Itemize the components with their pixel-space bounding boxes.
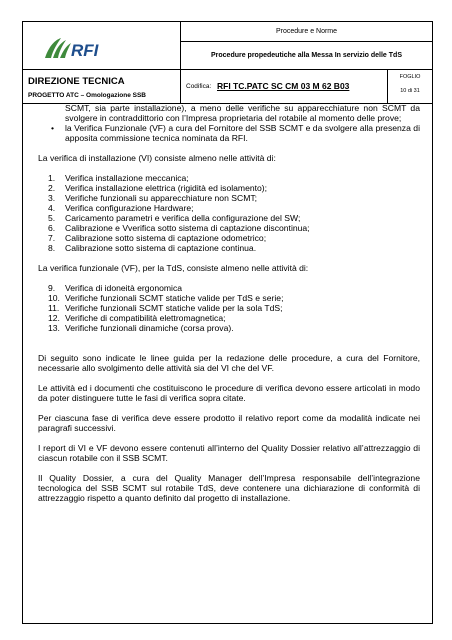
list-item-text: Calibrazione e Vverifica sotto sistema di captazione discontinua;: [65, 223, 310, 233]
list-item-number: 7.: [48, 233, 56, 243]
list-item: [38, 213, 420, 223]
document-header: [23, 22, 432, 104]
procedure-cell: [181, 22, 432, 70]
direction-cell: [23, 70, 181, 104]
list-item: [38, 283, 420, 293]
code-value: RFI TC.PATC SC CM 03 M 62 B03: [217, 81, 350, 91]
list-item-text: Verifica installazione meccanica;: [65, 173, 189, 183]
vf-list: [38, 283, 420, 333]
list-item-number: 11.: [48, 303, 60, 313]
list-item: [38, 243, 420, 253]
list-item: [38, 183, 420, 193]
vi-list: [38, 173, 420, 253]
sheet-cell: [388, 70, 432, 104]
list-item: [38, 193, 420, 203]
procedure-title: Procedure propedeutiche alla Messa In servizio delle TdS: [210, 52, 402, 59]
sheet-label: FOGLIO: [399, 74, 421, 80]
code-label: Codifica:: [186, 83, 212, 90]
list-item: [38, 323, 420, 333]
list-item-text: Verifiche funzionali su apparecchiature non SCMT;: [65, 193, 258, 203]
list-item-number: 1.: [48, 173, 56, 183]
activities-paragraph: Le attività ed i documenti che costituiscono le procedure di verifica devono essere articolati in modo da poter distinguere tutte le fasi di verifica sopra citate.: [38, 383, 420, 403]
list-item-text: Verifiche di compatibilità elettromagnetica;: [65, 313, 226, 323]
procedure-label: Procedure e Norme: [181, 22, 432, 42]
list-item-text: Verifica configurazione Hardware;: [65, 203, 194, 213]
list-item-number: 6.: [48, 223, 56, 233]
list-item-number: 12.: [48, 313, 60, 323]
list-item: [38, 203, 420, 213]
list-item-number: 8.: [48, 243, 56, 253]
list-item-text: Calibrazione sotto sistema di captazione continua.: [65, 243, 257, 253]
logo-text: RFI: [71, 41, 99, 60]
list-item-text: Calibrazione sotto sistema di captazione odometrico;: [65, 233, 267, 243]
bullet-icon: •: [51, 123, 55, 133]
vi-intro: La verifica di installazione (VI) consiste almeno nelle attività di:: [38, 153, 276, 163]
list-item-number: 3.: [48, 193, 56, 203]
bullet-item: [38, 123, 420, 143]
list-item: [38, 173, 420, 183]
list-item: [38, 293, 420, 303]
rfi-logo: [41, 32, 107, 62]
vf-intro: La verifica funzionale (VF), per la TdS, consiste almeno nelle attività di:: [38, 263, 309, 273]
manager-paragraph: Il Quality Dossier, a cura del Quality Manager dell’Impresa responsabile dell’integrazione tecnologica del SSB SCMT sul rotabile TdS, deve contenere una dichiarazione di conformità di attrezzaggio rispetto a quanto definito dal progetto di installazione.: [38, 473, 420, 503]
list-item-number: 13.: [48, 323, 60, 333]
list-item-text: Verifica installazione elettrica (rigidità ed isolamento);: [65, 183, 268, 193]
bullet-text: la Verifica Funzionale (VF) a cura del Fornitore del SSB SCMT e da svolgere alla presenza di apposita commissione tecnica nominata da RFI.: [65, 123, 420, 143]
direction-title: DIREZIONE TECNICA: [28, 76, 125, 87]
list-item-number: 4.: [48, 203, 56, 213]
document-body: [38, 103, 420, 503]
list-item: [38, 233, 420, 243]
sheet-number: 10 di 31: [400, 88, 420, 94]
report-paragraph: Per ciascuna fase di verifica deve essere prodotto il relativo report come da modalità indicate nei paragrafi successivi.: [38, 413, 420, 433]
list-item-text: Verifiche funzionali SCMT statiche valide per TdS e serie;: [65, 293, 284, 303]
list-item-number: 10.: [48, 293, 60, 303]
continued-paragraph: SCMT, sia parte installazione), a meno delle verifiche su apparecchiature non SCMT da svolgere in contraddittorio con l’Impresa proprietaria del rotabile al momento delle prove;: [65, 103, 420, 123]
list-item-number: 9.: [48, 283, 56, 293]
list-item: [38, 303, 420, 313]
list-item-text: Caricamento parametri e verifica della configurazione del SW;: [65, 213, 301, 223]
list-item: [38, 313, 420, 323]
list-item-text: Verifiche funzionali SCMT statiche valide per la sola TdS;: [65, 303, 283, 313]
list-item-number: 2.: [48, 183, 56, 193]
dossier-paragraph: I report di VI e VF devono essere contenuti all’interno del Quality Dossier relativo all’attrezzaggio di ciascun rotabile con il SSB SCMT.: [38, 443, 420, 463]
logo-cell: [23, 22, 181, 70]
list-item-text: Verifica di idoneità ergonomica: [65, 283, 183, 293]
guidelines-paragraph: Di seguito sono indicate le linee guida per la redazione delle procedure, a cura del Fornitore, necessarie allo svolgimento delle attività sia del VI che del VF.: [38, 353, 420, 373]
project-name: PROGETTO ATC – Omologazione SSB: [28, 92, 146, 99]
list-item-text: Verifiche funzionali dinamiche (corsa prova).: [65, 323, 234, 333]
list-item-number: 5.: [48, 213, 56, 223]
code-cell: [181, 70, 388, 104]
list-item: [38, 223, 420, 233]
